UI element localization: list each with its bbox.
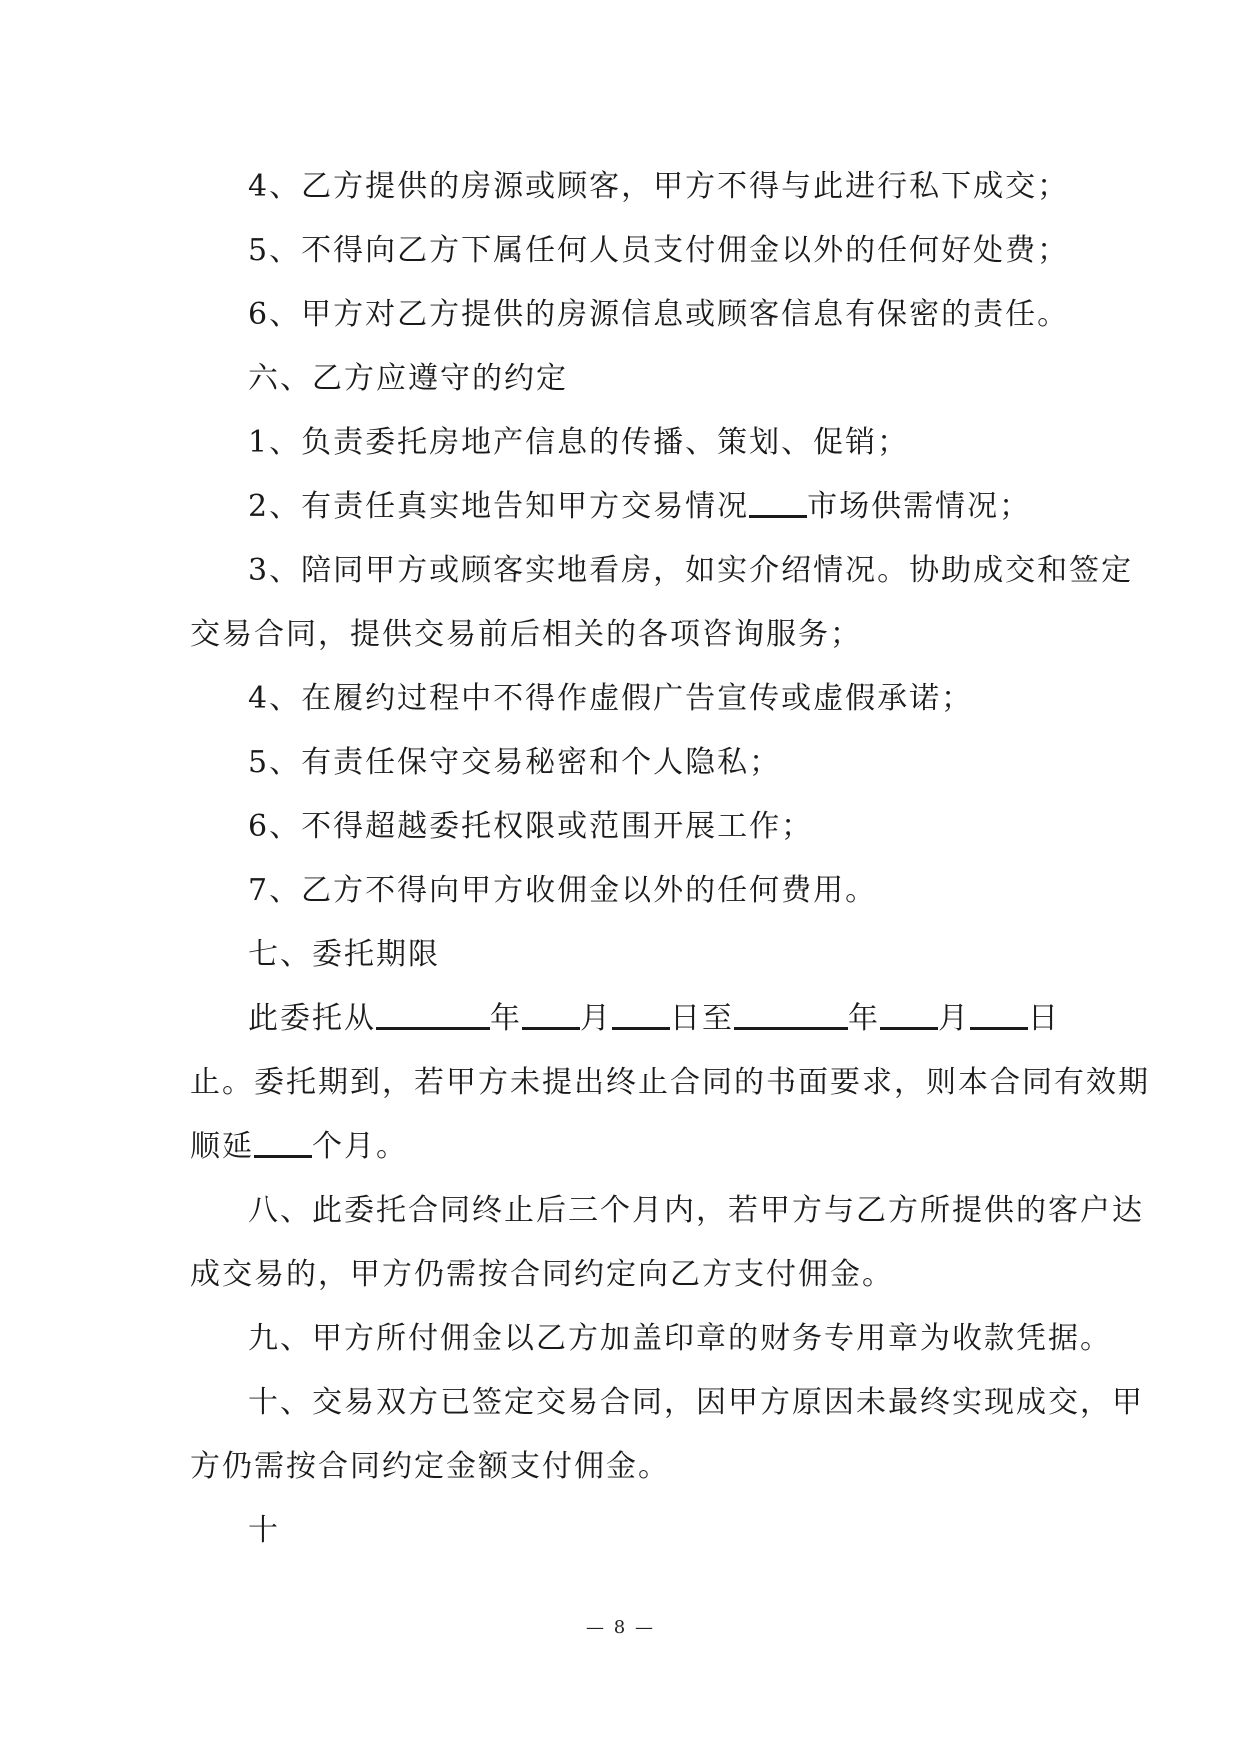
term-month-label: 月 bbox=[938, 1001, 970, 1036]
fill-in-blank bbox=[880, 1001, 938, 1030]
paragraph-text: 八、此委托合同终止后三个月内，若甲方与乙方所提供的客户达 bbox=[248, 1193, 1144, 1228]
term-year-label: 年 bbox=[848, 1001, 880, 1036]
fill-in-blank bbox=[970, 1001, 1028, 1030]
term-extension-line bbox=[190, 1115, 1060, 1179]
section-heading: 七、委托期限 bbox=[248, 937, 440, 972]
paragraph-text: 2、有责任真实地告知甲方交易情况 bbox=[248, 489, 750, 524]
paragraph-text: 7、乙方不得向甲方收佣金以外的任何费用。 bbox=[248, 873, 878, 908]
section-heading: 十 bbox=[248, 1513, 280, 1548]
term-line bbox=[190, 987, 1060, 1051]
paragraph-with-blank bbox=[190, 475, 1060, 539]
paragraph-text: 九、甲方所付佣金以乙方加盖印章的财务专用章为收款凭据。 bbox=[248, 1321, 1112, 1356]
paragraph-text: 5、不得向乙方下属任何人员支付佣金以外的任何好处费； bbox=[248, 233, 1070, 268]
section-heading: 六、乙方应遵守的约定 bbox=[248, 361, 568, 396]
fill-in-blank bbox=[254, 1129, 312, 1158]
fill-in-blank bbox=[376, 1001, 490, 1030]
paragraph-text: 交易合同，提供交易前后相关的各项咨询服务； bbox=[190, 617, 862, 652]
fill-in-blank bbox=[612, 1001, 670, 1030]
paragraph-text: 3、陪同甲方或顾客实地看房，如实介绍情况。协助成交和签定 bbox=[248, 553, 1134, 588]
document-body bbox=[190, 155, 1150, 1563]
extension-suffix: 个月。 bbox=[312, 1129, 408, 1164]
paragraph-text: 方仍需按合同约定金额支付佣金。 bbox=[190, 1449, 670, 1484]
paragraph-text: 6、不得超越委托权限或范围开展工作； bbox=[248, 809, 814, 844]
term-year-label: 年 bbox=[490, 1001, 522, 1036]
term-day-label: 日 bbox=[1028, 1001, 1060, 1036]
paragraph-text: 止。委托期到，若甲方未提出终止合同的书面要求，则本合同有效期 bbox=[190, 1065, 1150, 1100]
term-prefix: 此委托从 bbox=[248, 1001, 376, 1036]
paragraph-text: 市场供需情况； bbox=[807, 489, 1032, 524]
paragraph-text: 6、甲方对乙方提供的房源信息或顾客信息有保密的责任。 bbox=[248, 297, 1070, 332]
paragraph-text: 1、负责委托房地产信息的传播、策划、促销； bbox=[248, 425, 910, 460]
fill-in-blank bbox=[734, 1001, 848, 1030]
paragraph-text: 成交易的，甲方仍需按合同约定向乙方支付佣金。 bbox=[190, 1257, 894, 1292]
paragraph-text: 4、在履约过程中不得作虚假广告宣传或虚假承诺； bbox=[248, 681, 974, 716]
fill-in-blank bbox=[522, 1001, 580, 1030]
paragraph-text: 4、乙方提供的房源或顾客，甲方不得与此进行私下成交； bbox=[248, 169, 1070, 204]
paragraph-text: 5、有责任保守交易秘密和个人隐私； bbox=[248, 745, 782, 780]
paragraph-text: 十、交易双方已签定交易合同，因甲方原因未最终实现成交，甲 bbox=[248, 1385, 1144, 1420]
fill-in-blank bbox=[749, 489, 807, 518]
term-month-label: 月 bbox=[580, 1001, 612, 1036]
extension-prefix: 顺延 bbox=[190, 1129, 254, 1164]
term-day-to-label: 日至 bbox=[670, 1001, 734, 1036]
page-number: — 8 — bbox=[586, 1617, 655, 1638]
